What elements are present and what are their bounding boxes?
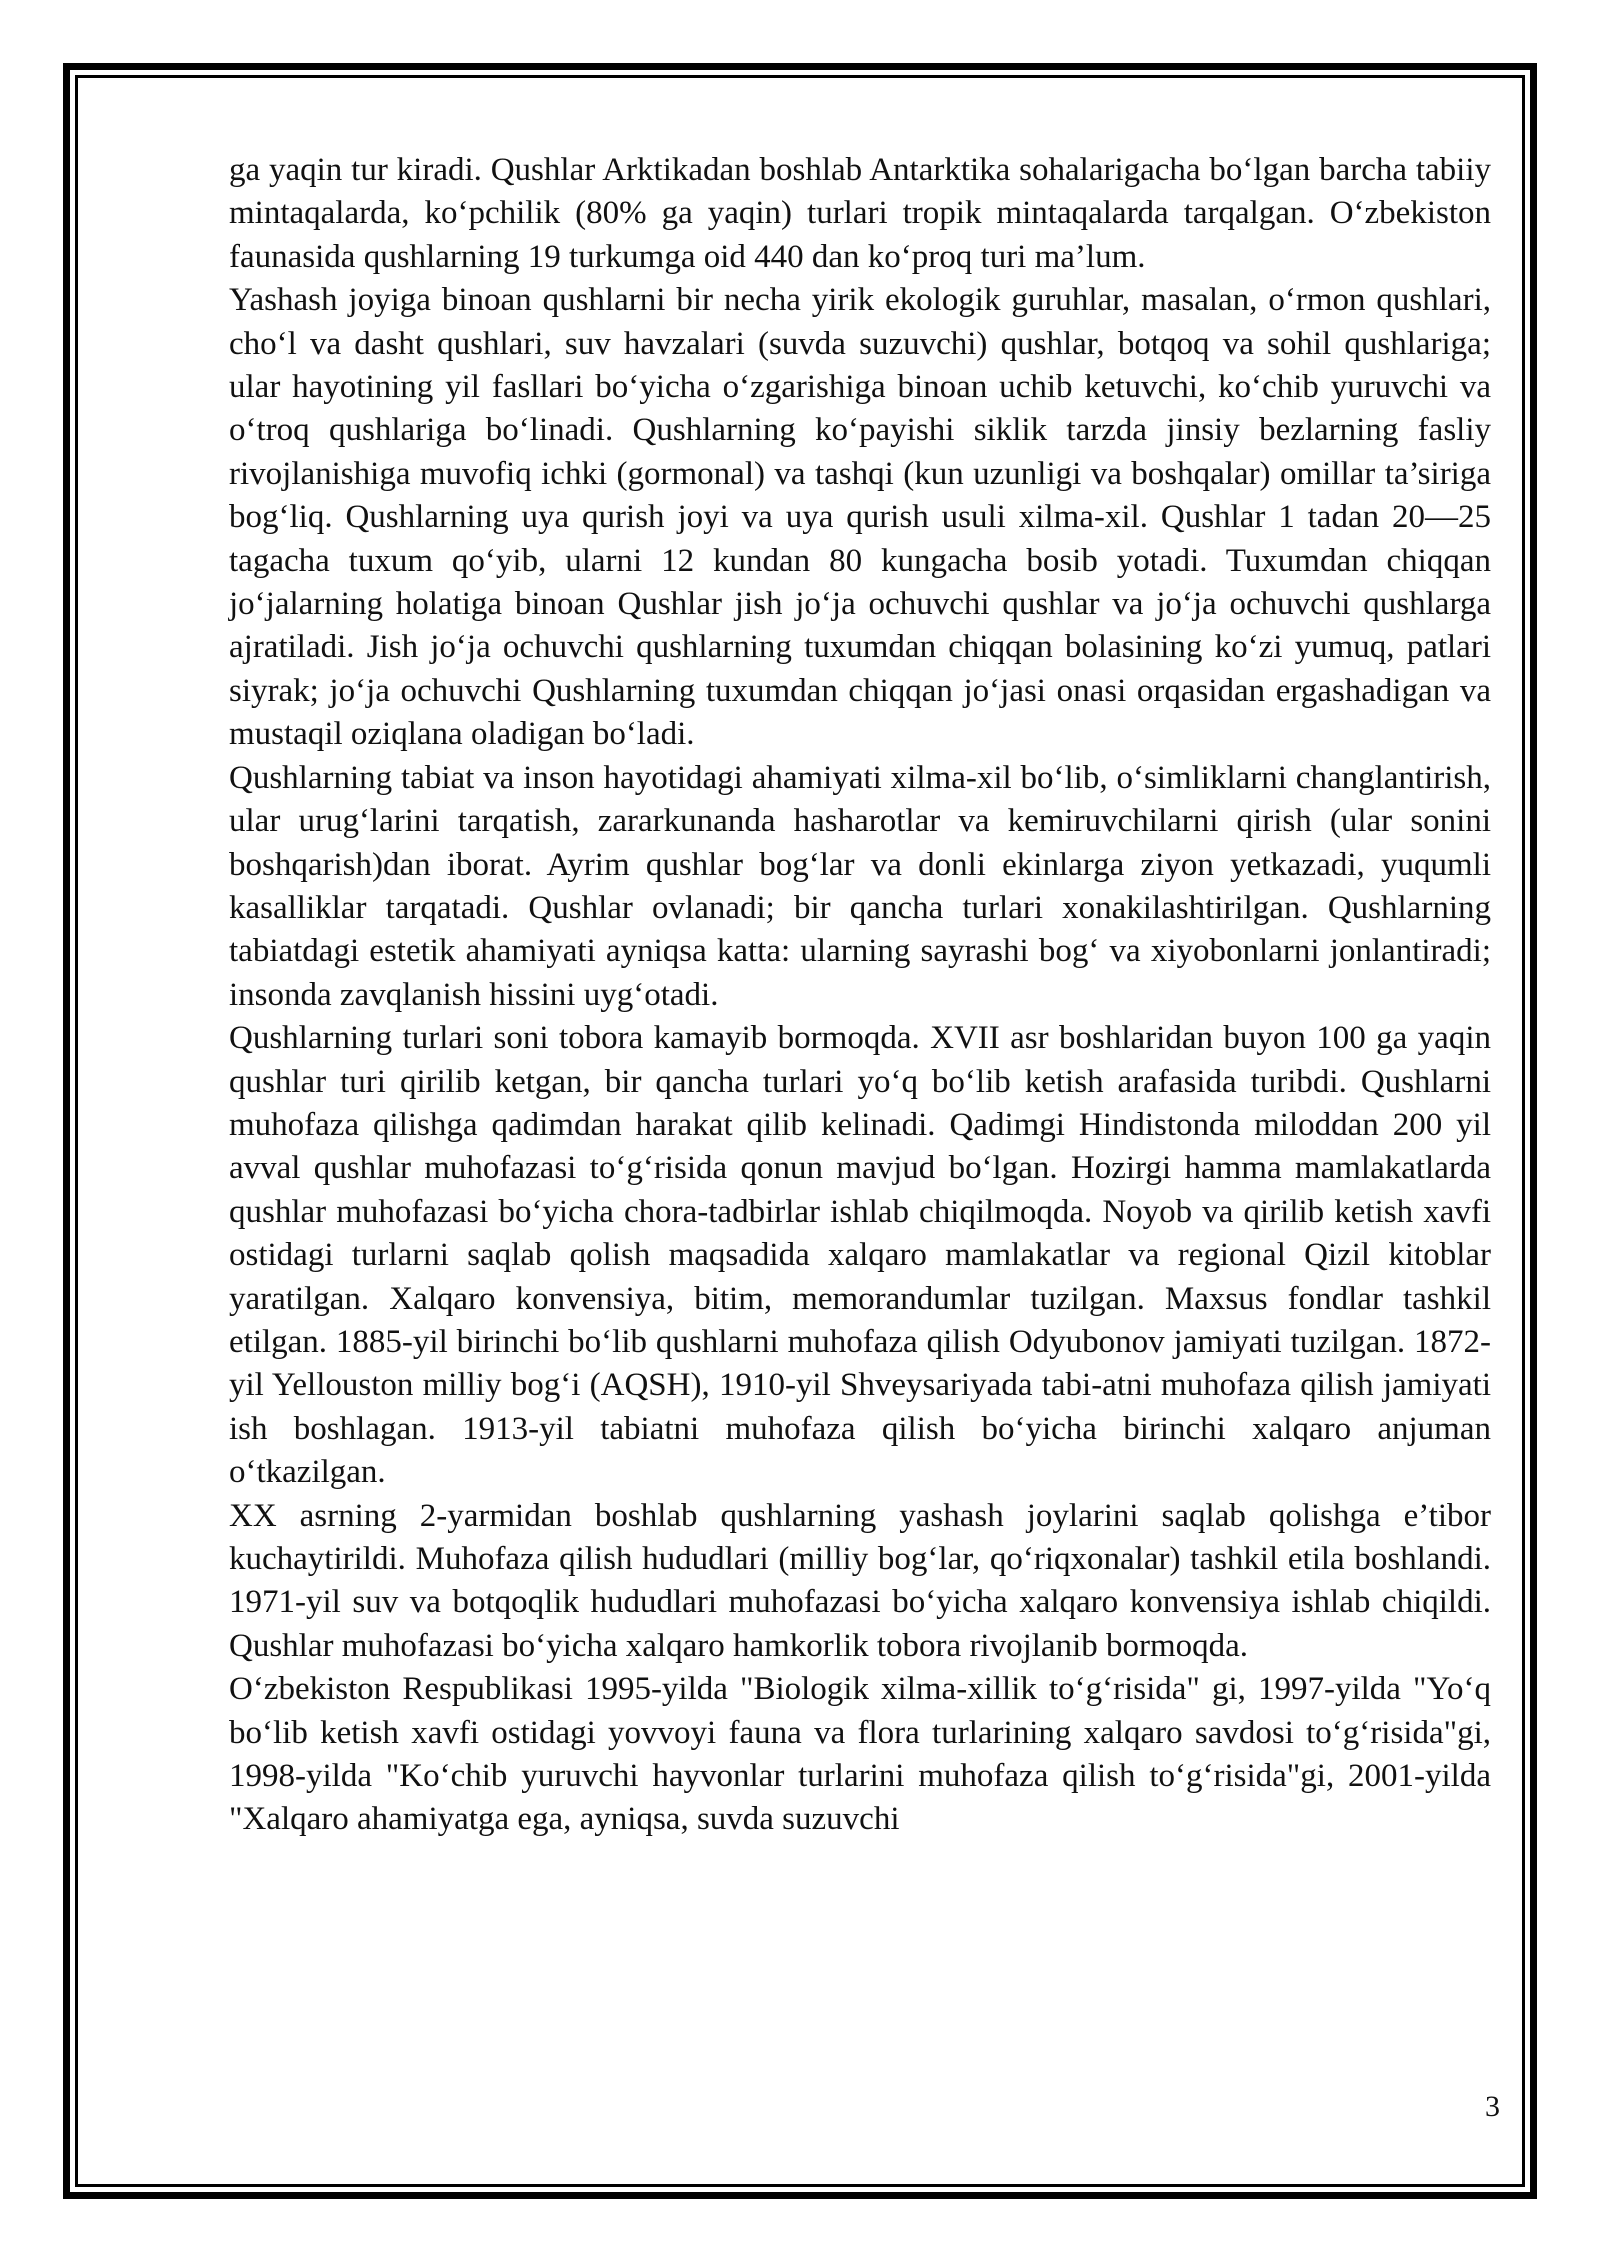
- paragraph-5: XX asrning 2-yarmidan boshlab qushlarning yashash joylarini saqlab qolishga e’tibor kuchaytirildi. Muhofaza qilish hududlari (milliy bog‘lar, qo‘riqxonalar) tashkil etila boshlandi. 1971-yil suv va botqoqlik hududlari muhofazasi bo‘yicha xalqaro konvensiya ishlab chiqildi. Qushlar muhofazasi bo‘yicha xalqaro hamkorlik tobora rivojlanib bormoqda.: [229, 1497, 1491, 1664]
- page-number: 3: [1485, 2090, 1500, 2123]
- paragraph-6: O‘zbekiston Respublikasi 1995-yilda "Biologik xilma-xillik to‘g‘risida" gi, 1997-yilda "Yo‘q bo‘lib ketish xavfi ostidagi yovvoyi fauna va flora turlarining xalqaro savdosi to‘g‘risida"gi, 1998-yilda "Ko‘chib yuruvchi hayvonlar turlarini muhofaza qilish to‘g‘risida"gi, 2001-yilda "Xalqaro ahamiyatga ega, ayniqsa, suvda suzuvchi: [229, 1671, 1491, 1838]
- document-body: [229, 149, 1491, 1842]
- paragraph-1: ga yaqin tur kiradi. Qushlar Arktikadan boshlab Antarktika sohalarigacha bo‘lgan barcha tabiiy mintaqalarda, ko‘pchilik (80% ga yaqin) turlari tropik mintaqalarda tarqalgan. O‘zbekiston faunasida qushlarning 19 turkumga oid 440 dan ko‘proq turi ma’lum.: [229, 152, 1491, 275]
- paragraph-2: Yashash joyiga binoan qushlarni bir necha yirik ekologik guruhlar, masalan, o‘rmon qushlari, cho‘l va dasht qushlari, suv havzalari (suvda suzuvchi) qushlar, botqoq va sohil qushlariga; ular hayotining yil fasllari bo‘yicha o‘zgarishiga binoan uchib ketuvchi, ko‘chib yuruvchi va o‘troq qushlariga bo‘linadi. Qushlarning ko‘payishi siklik tarzda jinsiy bezlarning fasliy rivojlanishiga muvofiq ichki (gormonal) va tashqi (kun uzunligi va boshqalar) omillar ta’siriga bog‘liq. Qushlarning uya qurish joyi va uya qurish usuli xilma-xil. Qushlar 1 tadan 20—25 tagacha tuxum qo‘yib, ularni 12 kundan 80 kungacha bosib yotadi. Tuxumdan chiqqan jo‘jalarning holatiga binoan Qushlar jish jo‘ja ochuvchi qushlar va jo‘ja ochuvchi qushlarga ajratiladi. Jish jo‘ja ochuvchi qushlarning tuxumdan chiqqan bolasining ko‘zi yumuq, patlari siyrak; jo‘ja ochuvchi Qushlarning tuxumdan chiqqan jo‘jasi onasi orqasidan ergashadigan va mustaqil oziqlana oladigan bo‘ladi.: [229, 282, 1491, 753]
- paragraph-3: Qushlarning tabiat va inson hayotidagi ahamiyati xilma-xil bo‘lib, o‘simliklarni changlantirish, ular urug‘larini tarqatish, zararkunanda hasharotlar va kemiruvchilarni qirish (ular sonini boshqarish)dan iborat. Ayrim qushlar bog‘lar va donli ekinlarga ziyon yetkazadi, yuqumli kasalliklar tarqatadi. Qushlar ovlanadi; bir qancha turlari xonakilashtirilgan. Qushlarning tabiatdagi estetik ahamiyati ayniqsa katta: ularning sayrashi bog‘ va xiyobonlarni jonlantiradi; insonda zavqlanish hissini uyg‘otadi.: [229, 759, 1491, 1013]
- paragraph-4: Qushlarning turlari soni tobora kamayib bormoqda. XVII asr boshlaridan buyon 100 ga yaqin qushlar turi qirilib ketgan, bir qancha turlari yo‘q bo‘lib ketish arafasida turibdi. Qushlarni muhofaza qilishga qadimdan harakat qilib kelinadi. Qadimgi Hindistonda miloddan 200 yil avval qushlar muhofazasi to‘g‘risida qonun mavjud bo‘lgan. Hozirgi hamma mamlakatlarda qushlar muhofazasi bo‘yicha chora-tadbirlar ishlab chiqilmoqda. Noyob va qirilib ketish xavfi ostidagi turlarni saqlab qolish maqsadida xalqaro mamlakatlar va regional Qizil kitoblar yaratilgan. Xalqaro konvensiya, bitim, memorandumlar tuzilgan. Maxsus fondlar tashkil etilgan. 1885-yil birinchi bo‘lib qushlarni muhofaza qilish Odyubonov jamiyati tuzilgan. 1872-yil Yellouston milliy bog‘i (AQSH), 1910-yil Shveysariyada tabi-atni muhofaza qilish jamiyati ish boshlagan. 1913-yil tabiatni muhofaza qilish bo‘yicha birinchi xalqaro anjuman o‘tkazilgan.: [229, 1020, 1491, 1491]
